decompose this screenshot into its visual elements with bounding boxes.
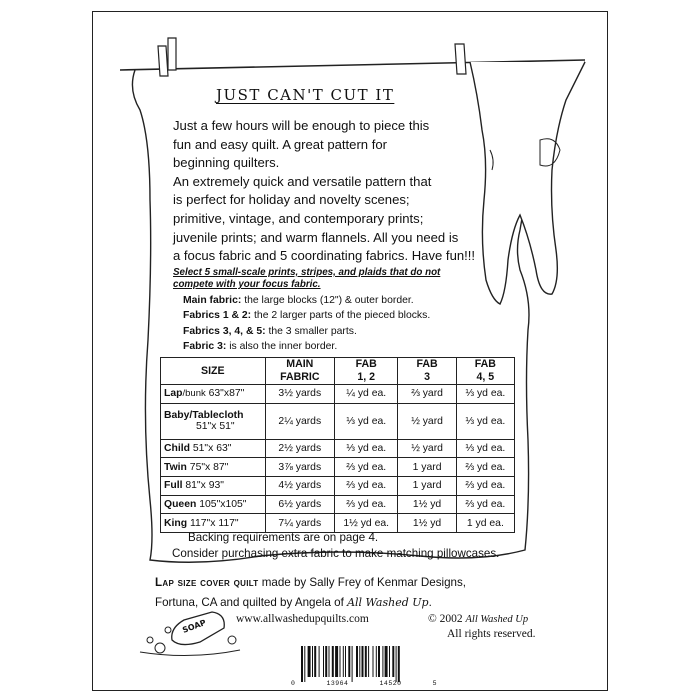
description-line: Just a few hours will be enough to piece this: [173, 118, 430, 133]
barcode-bar: [376, 646, 377, 677]
barcode-bar: [352, 646, 353, 682]
yardage-row: [161, 439, 515, 458]
description-line: is perfect for holiday and novelty scenes;: [173, 192, 410, 208]
fabric-usage-text: the large blocks (12") & outer border.: [241, 295, 414, 306]
barcode-digit-group: 5: [432, 680, 437, 687]
fabric-usage-text: the 3 smaller parts.: [265, 325, 357, 337]
barcode-digit-group: 13964: [326, 680, 349, 687]
closing-notes: [172, 530, 522, 562]
size-cell: Lap/bunk 63"x87": [161, 385, 266, 404]
fab-4-5-cell: ⅔ yd ea.: [456, 476, 514, 495]
barcode-bar: [301, 646, 303, 682]
barcode-bar: [312, 646, 313, 677]
barcode-bar: [314, 646, 316, 677]
barcode-bar: [332, 646, 334, 677]
barcode-bar: [398, 646, 400, 682]
fab-4-5-cell: ⅔ yd ea.: [456, 458, 514, 477]
fab-1-2-cell: ¼ yd ea.: [334, 385, 397, 404]
rights-reserved: All rights reserved.: [447, 628, 536, 640]
description-line: juvenile prints; and warm flannels. All you need is: [173, 229, 459, 245]
main-fabric-cell: 3½ yards: [265, 385, 334, 404]
fab-1-2-cell: ⅓ yd ea.: [334, 439, 397, 458]
fab-1-2-cell: ⅔ yd ea.: [334, 458, 397, 477]
fabric-usage-label: Fabrics 3, 4, & 5:: [183, 325, 266, 337]
fab-4-5-cell: ⅓ yd ea.: [456, 403, 514, 439]
fab-4-5-cell: 1 yd ea.: [456, 514, 514, 533]
fabric-usage-list: [183, 293, 513, 354]
fab-3-cell: ½ yard: [398, 439, 456, 458]
fab-4-5-cell: ⅓ yd ea.: [456, 439, 514, 458]
fab-3-cell: 1 yard: [398, 458, 456, 477]
size-cell: Baby/Tablecloth 51"x 51": [161, 403, 266, 439]
quilt-credit: Lap size cover quilt made by Sally Frey of Kenmar Designs, Fortuna, CA and quilted by Angela of All Washed Up.: [155, 576, 466, 609]
barcode-digit-group: 0: [291, 680, 296, 687]
main-fabric-cell: 2½ yards: [265, 439, 334, 458]
header-fab-3: FAB 3: [398, 358, 456, 385]
fabric-usage-text: is also the inner border.: [226, 340, 338, 352]
fab-3-cell: ½ yard: [398, 403, 456, 439]
copyright-block: [428, 612, 535, 642]
clothespin-right-icon: [455, 44, 466, 74]
soap-label: SOAP: [181, 618, 208, 635]
fab-1-2-cell: ⅓ yd ea.: [334, 403, 397, 439]
barcode-bar: [340, 646, 341, 677]
barcode-bar: [396, 646, 397, 682]
fabric-usage-label: Fabrics 1 & 2:: [183, 310, 252, 322]
barcode-bar: [323, 646, 324, 677]
size-cell: Queen 105"x105": [161, 495, 266, 514]
barcode-digit-group: 14520: [379, 680, 402, 687]
soap-icon: [140, 612, 240, 656]
main-fabric-cell: 6½ yards: [265, 495, 334, 514]
pattern-description: [173, 117, 523, 266]
credit-lead: Lap size cover quilt: [155, 576, 259, 589]
yardage-row: [161, 476, 515, 495]
fabric-usage-item: [183, 339, 513, 354]
fab-4-5-cell: ⅓ yd ea.: [456, 385, 514, 404]
fabric-usage-item: [183, 293, 513, 308]
main-fabric-cell: 3⅞ yards: [265, 458, 334, 477]
fab-4-5-cell: ⅔ yd ea.: [456, 495, 514, 514]
description-line: An extremely quick and versatile pattern that: [173, 173, 432, 189]
yardage-header-row: [161, 358, 515, 385]
barcode-bar: [356, 646, 358, 677]
fabric-usage-label: Main fabric:: [183, 295, 242, 306]
yardage-row: [161, 495, 515, 514]
size-cell: Full 81"x 93": [161, 476, 266, 495]
fabric-selection-note: Select 5 small-scale prints, stripes, and plaids that do not compete with your focus fabric.: [173, 267, 441, 290]
barcode-bar: [382, 646, 383, 677]
barcode-bar: [368, 646, 369, 677]
yardage-table: [160, 357, 515, 533]
main-fabric-cell: 2¼ yards: [265, 403, 334, 439]
fab-1-2-cell: 1½ yd ea.: [334, 514, 397, 533]
description-line: fun and easy quilt. A great pattern for: [173, 136, 388, 152]
barcode-bar: [362, 646, 364, 677]
barcode-bar: [329, 646, 330, 677]
barcode-bar: [365, 646, 367, 677]
pattern-title: JUST CAN'T CUT IT: [216, 86, 395, 104]
header-fab-1-2: FAB 1, 2: [334, 358, 397, 385]
barcode-bar: [389, 646, 390, 677]
yardage-row: [161, 458, 515, 477]
barcode-bar: [319, 646, 320, 677]
size-cell: King 117"x 117": [161, 514, 266, 533]
barcode-bar: [308, 646, 311, 677]
main-fabric-cell: 7¼ yards: [265, 514, 334, 533]
main-fabric-cell: 4½ yards: [265, 476, 334, 495]
header-fab-4-5: FAB 4, 5: [456, 358, 514, 385]
barcode-bar: [335, 646, 338, 677]
yardage-row: [161, 403, 515, 439]
barcode-bar: [343, 646, 344, 677]
yardage-row: [161, 385, 515, 404]
credit-company: All Washed Up: [347, 596, 429, 609]
copyright-company: All Washed Up: [465, 614, 529, 625]
barcode-bar: [325, 646, 327, 677]
description-line: beginning quilters.: [173, 155, 280, 171]
fab-3-cell: 1 yard: [398, 476, 456, 495]
fabric-usage-text: the 2 larger parts of the pieced blocks.: [251, 310, 431, 322]
header-size: SIZE: [161, 358, 266, 385]
fab-1-2-cell: ⅔ yd ea.: [334, 476, 397, 495]
backing-note: Backing requirements are on page 4.: [188, 531, 379, 544]
barcode-bar: [373, 646, 374, 677]
size-cell: Twin 75"x 87": [161, 458, 266, 477]
credit-line2: Fortuna, CA and quilted by Angela of: [155, 596, 348, 609]
barcode-bar: [385, 646, 388, 677]
pillowcase-note: Consider purchasing extra fabric to make matching pillowcases.: [172, 547, 500, 560]
website-url: www.allwashedupquilts.com: [236, 613, 369, 625]
fab-1-2-cell: ⅔ yd ea.: [334, 495, 397, 514]
barcode-bar: [392, 646, 394, 677]
description-line: primitive, vintage, and contemporary prints;: [173, 210, 424, 226]
clothespin-left-icon: [158, 38, 176, 76]
barcode-bar: [345, 646, 346, 677]
header-main-fabric: MAIN FABRIC: [265, 358, 334, 385]
fab-3-cell: ⅔ yard: [398, 385, 456, 404]
barcode-bar: [348, 646, 350, 677]
barcode-digits: [291, 680, 437, 687]
description-line: a focus fabric and 5 coordinating fabrics. Have fun!!!: [173, 248, 476, 264]
copyright-text: © 2002: [428, 613, 466, 625]
barcode-bar: [359, 646, 360, 677]
fabric-usage-item: [183, 308, 513, 323]
fabric-usage-item: [183, 324, 513, 339]
fab-3-cell: 1½ yd: [398, 514, 456, 533]
credit-line1: made by Sally Frey of Kenmar Designs,: [258, 576, 466, 589]
fabric-usage-label: Fabric 3:: [183, 340, 227, 352]
barcode-bar: [378, 646, 380, 677]
size-cell: Child 51"x 63": [161, 439, 266, 458]
fab-3-cell: 1½ yd: [398, 495, 456, 514]
barcode-bar: [304, 646, 305, 682]
